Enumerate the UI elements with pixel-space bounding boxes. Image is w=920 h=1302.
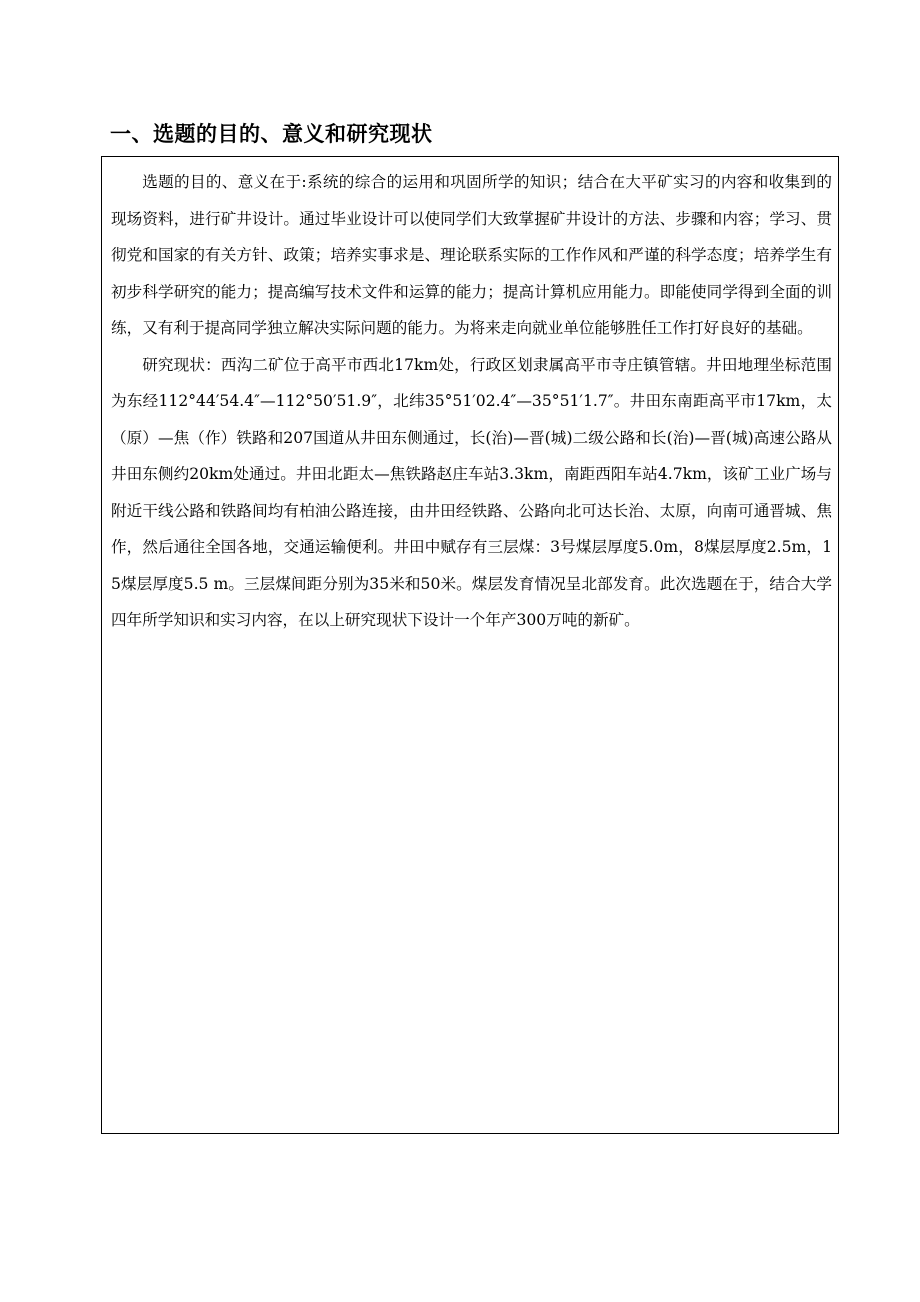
purpose-paragraph: 选题的目的、意义在于:系统的综合的运用和巩固所学的知识；结合在大平矿实习的内容和收集到的现场资料，进行矿井设计。通过毕业设计可以使同学们大致掌握矿井设计的方法、步骤和内容；学习、贯彻党和国家的有关方针、政策；培养实事求是、理论联系实际的工作作风和严谨的科学态度；培养学生有初步科学研究的能力；提高编写技术文件和运算的能力；提高计算机应用能力。即能使同学得到全面的训练，又有利于提高同学独立解决实际问题的能力。为将来走向就业单位能够胜任工作打好良好的基础。: [111, 173, 832, 337]
research-status-paragraph: 研究现状：西沟二矿位于高平市西北17km处，行政区划隶属高平市寺庄镇管辖。井田地理坐标范围为东经112°44′54.4″—112°50′51.9″，北纬35°51′02.4″—35°51′1.7″。井田东南距高平市17km，太（原）—焦（作）铁路和207国道从井田东侧通过，长(治)—晋(城)二级公路和长(治)—晋(城)高速公路从井田东侧约20km处通过。井田北距太—焦铁路赵庄车站3.3km，南距西阳车站4.7km，该矿工业广场与附近干线公路和铁路间均有柏油公路连接，由井田经铁路、公路向北可达长治、太原，向南可通晋城、焦作，然后通往全国各地，交通运输便利。井田中赋存有三层煤：3号煤层厚度5.0m，8煤层厚度2.5m，15煤层厚度5.5 m。三层煤间距分别为35米和50米。煤层发育情况呈北部发育。此次选题在于，结合大学四年所学知识和实习内容，在以上研究现状下设计一个年产300万吨的新矿。: [111, 355, 832, 629]
section-title: 一、选题的目的、意义和研究现状: [110, 122, 433, 146]
content-box: [101, 156, 839, 1134]
